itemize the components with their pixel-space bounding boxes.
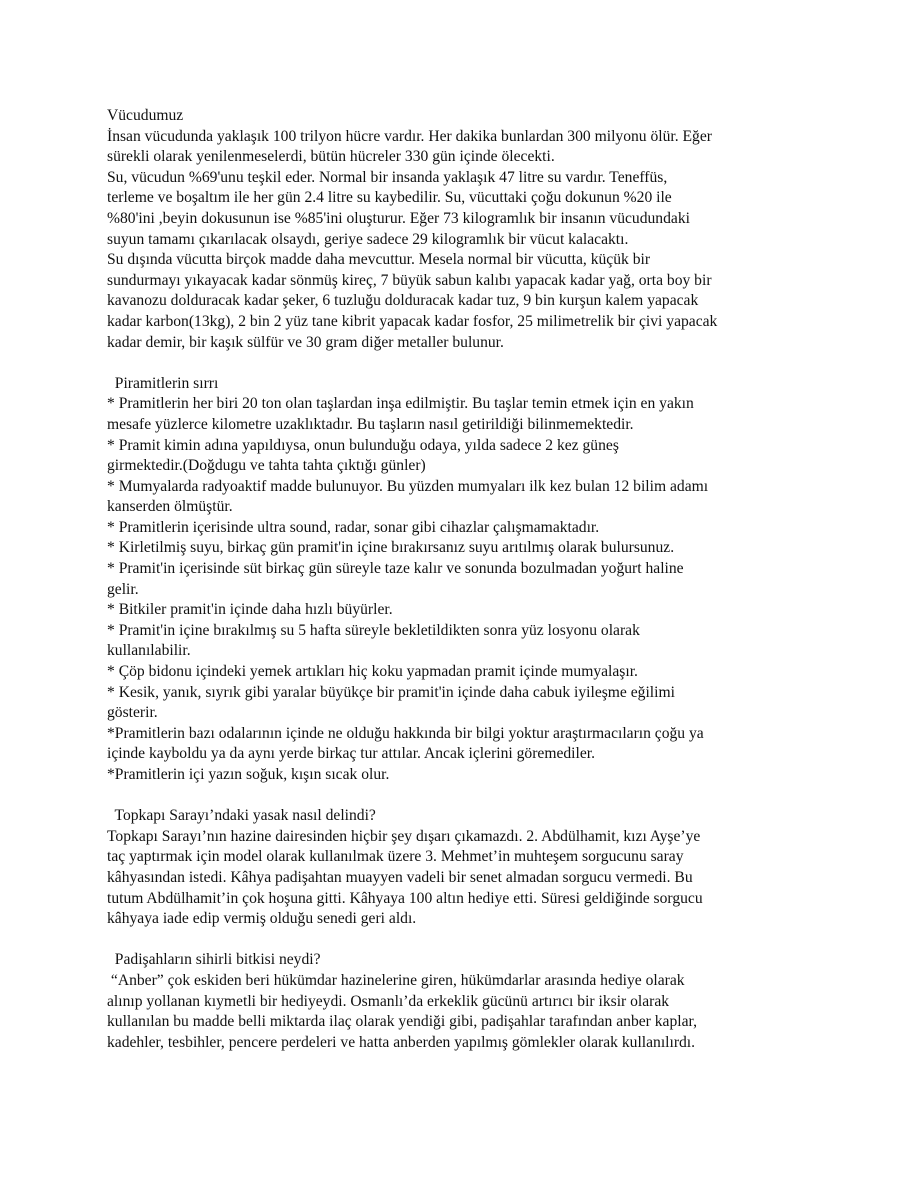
text-line: gelir. [107,580,139,598]
text-line: * Bitkiler pramit'in içinde daha hızlı büyürler. [107,601,393,619]
text-line: * Pramit kimin adına yapıldıysa, onun bulunduğu odaya, yılda sadece 2 kez güneş [107,436,619,454]
text-line: içinde kayboldu ya da aynı yerde birkaç tur attılar. Ancak içlerini göremediler. [107,745,595,763]
text-line: sürekli olarak yenilenmeselerdi, bütün hücreler 330 gün içinde ölecekti. [107,148,555,166]
text-line: mesafe yüzlerce kilometre uzaklıktadır. Bu taşların nasıl getirildiği bilinmemektedir. [107,415,634,433]
text-line: *Pramitlerin bazı odalarının içinde ne olduğu hakkında bir bilgi yoktur araştırmacıların çoğu ya [107,724,704,742]
text-line: * Pramit'in içerisinde süt birkaç gün süreyle taze kalır ve sonunda bozulmadan yoğurt haline [107,560,684,578]
text-line: kullanılan bu madde belli miktarda ilaç olarak yendiği gibi, padişahlar tarafından anber kaplar, [107,1013,697,1031]
text-line: girmektedir.(Doğdugu ve tahta tahta çıktığı günler) [107,457,426,475]
section-2 [107,374,819,786]
text-line: alınıp yollanan kıymetli bir hediyeydi. Osmanlı’da erkeklik gücünü artırıcı bir iksir olarak [107,992,670,1010]
paragraph-gap [107,353,819,374]
section-heading-line: Vücudumuz [107,107,184,124]
text-line: taç yaptırmak için model olarak kullanılmak üzere 3. Mehmet’in muhteşem sorgucunu saray [107,848,684,866]
text-line: suyun tamamı çıkarılacak olsaydı, geriye sadece 29 kilogramlık bir vücut kalacaktı. [107,230,629,248]
text-line: kanserden ölmüştür. [107,498,233,516]
text-line: %80'ini ,beyin dokusunun ise %85'ini oluşturur. Eğer 73 kilogramlık bir insanın vücudundaki [107,209,690,227]
section-4 [107,950,819,1053]
text-line: * Kesik, yanık, sıyrık gibi yaralar büyükçe bir pramit'in içinde daha cabuk iyileşme eğilimi [107,683,675,701]
text-line: kavanozu dolduracak kadar şeker, 6 tuzluğu dolduracak kadar tuz, 9 bin kurşun kalem yapacak [107,292,699,310]
text-line: * Mumyalarda radyoaktif madde bulunuyor. Bu yüzden mumyaları ilk kez bulan 12 bilim adamı [107,477,709,495]
text-line: tutum Abdülhamit’in çok hoşuna gitti. Kâhyaya 100 altın hediye etti. Süresi geldiğinde sorgucu [107,889,703,907]
text-line: Su dışında vücutta birçok madde daha mevcuttur. Mesela normal bir vücutta, küçük bir [107,251,651,269]
text-line: “Anber” çok eskiden beri hükümdar hazinelerine giren, hükümdarlar arasında hediye olarak [107,971,685,989]
text-line: *Pramitlerin içi yazın soğuk, kışın sıcak olur. [107,766,390,783]
text-line: sundurmayı yıkayacak kadar sönmüş kireç, 7 büyük sabun kalıbı yapacak kadar yağ, orta boy bir [107,271,712,289]
text-line: kadehler, tesbihler, pencere perdeleri ve hatta anberden yapılmış gömlekler olarak kullanılırdı. [107,1033,696,1051]
text-line: kadar karbon(13kg), 2 bin 2 yüz tane kibrit yapacak kadar fosfor, 25 milimetrelik bir çivi yapacak [107,312,718,330]
text-line: * Kirletilmiş suyu, birkaç gün pramit'in içine bırakırsanız suyu arıtılmış olarak bulursunuz. [107,539,675,557]
text-line: gösterir. [107,704,158,722]
section-heading-line: Topkapı Sarayı’ndaki yasak nasıl delindi? [107,807,376,825]
text-line: * Pramitlerin her biri 20 ton olan taşlardan inşa edilmiştir. Bu taşlar temin etmek için en yakın [107,395,694,413]
paragraph-gap [107,786,819,807]
text-line: * Pramit'in içine bırakılmış su 5 hafta süreyle bekletildikten sonra yüz losyonu olarak [107,621,640,639]
text-line: İnsan vücudunda yaklaşık 100 trilyon hücre vardır. Her dakika bunlardan 300 milyonu ölür. Eğer [107,127,712,145]
paragraph-gap [107,930,819,951]
document-page [107,106,819,1053]
text-line: kâhyaya iade edip vermiş olduğu senedi geri aldı. [107,910,417,928]
text-line: * Pramitlerin içerisinde ultra sound, radar, sonar gibi cihazlar çalışmamaktadır. [107,518,600,536]
section-heading-line: Padişahların sihirli bitkisi neydi? [107,951,321,969]
text-line: kadar demir, bir kaşık sülfür ve 30 gram diğer metaller bulunur. [107,333,504,351]
text-line: kullanılabilir. [107,642,191,660]
text-line: terleme ve boşaltım ile her gün 2.4 litre su kaybedilir. Su, vücuttaki çoğu dokunun %20 ile [107,189,672,207]
section-3 [107,806,819,930]
text-line: Topkapı Sarayı’nın hazine dairesinden hiçbir şey dışarı çıkamazdı. 2. Abdülhamit, kızı Ayşe’ye [107,827,701,845]
text-line: * Çöp bidonu içindeki yemek artıkları hiç koku yapmadan pramit içinde mumyalaşır. [107,663,638,681]
section-1 [107,106,819,353]
section-heading-line: Piramitlerin sırrı [107,374,219,392]
text-line: kâhyasından istedi. Kâhya padişahtan muayyen vadeli bir senet almadan sorgucu vermedi. Bu [107,868,693,886]
text-line: Su, vücudun %69'unu teşkil eder. Normal bir insanda yaklaşık 47 litre su vardır. Teneffüs, [107,168,668,186]
